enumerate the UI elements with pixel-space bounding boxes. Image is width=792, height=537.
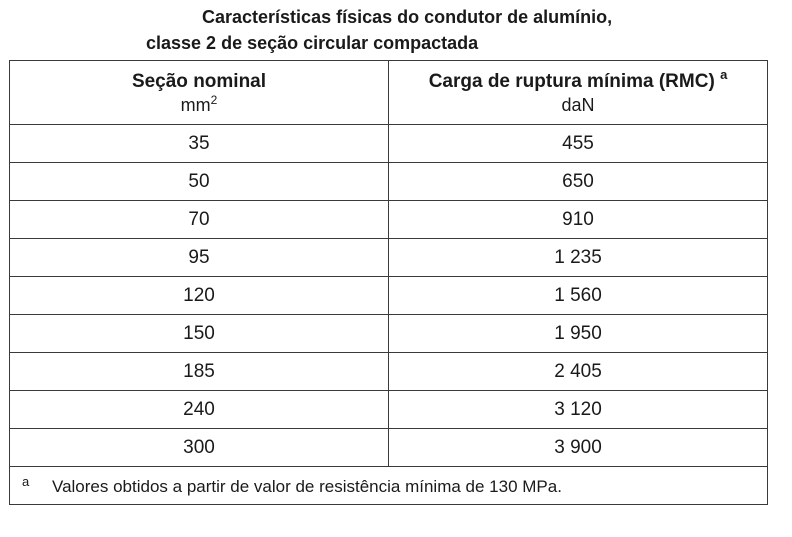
table-title-line-1: Características físicas do condutor de alumínio,	[202, 7, 613, 27]
cell-carga: 455	[389, 125, 768, 163]
footnote-mark: a	[22, 474, 30, 489]
header-secao-label: Seção nominal	[131, 70, 267, 92]
cell-carga: 1 235	[389, 239, 768, 277]
table-header-row	[10, 61, 768, 125]
cell-carga: 650	[389, 163, 768, 201]
cell-carga: 1 560	[389, 277, 768, 315]
table-footnote-row	[10, 467, 768, 505]
cell-secao: 70	[10, 201, 389, 239]
header-carga-unit: daN	[561, 94, 595, 115]
table-row	[10, 429, 768, 467]
table-row	[10, 353, 768, 391]
cell-carga: 1 950	[389, 315, 768, 353]
cell-secao: 185	[10, 353, 389, 391]
table-row	[10, 163, 768, 201]
cell-secao: 120	[10, 277, 389, 315]
table-row	[10, 125, 768, 163]
header-carga-label: Carga de ruptura mínima (RMC)	[428, 70, 715, 92]
cell-carga: 3 900	[389, 429, 768, 467]
cell-secao: 240	[10, 391, 389, 429]
table-row	[10, 239, 768, 277]
cell-carga: 910	[389, 201, 768, 239]
unit-base: mm	[180, 94, 211, 115]
cell-secao: 150	[10, 315, 389, 353]
cell-carga: 2 405	[389, 353, 768, 391]
header-secao-unit	[10, 94, 388, 116]
table-footnote	[10, 467, 768, 505]
header-secao-nominal	[10, 61, 389, 125]
cell-carga: 3 120	[389, 391, 768, 429]
table-row	[10, 277, 768, 315]
table-row	[10, 315, 768, 353]
cell-secao: 50	[10, 163, 389, 201]
header-carga-ruptura	[389, 61, 768, 125]
table-title-line-2: classe 2 de seção circular compactada	[146, 33, 479, 53]
table-row	[10, 391, 768, 429]
header-carga-label-wrap	[389, 66, 767, 94]
cell-secao: 35	[10, 125, 389, 163]
aluminum-conductor-table	[9, 60, 768, 505]
footnote-text: Valores obtidos a partir de valor de resistência mínima de 130 MPa.	[52, 477, 562, 496]
table-row	[10, 201, 768, 239]
cell-secao: 300	[10, 429, 389, 467]
unit-exponent: 2	[210, 92, 218, 107]
cell-secao: 95	[10, 239, 389, 277]
header-carga-footnote-mark: a	[720, 66, 728, 82]
